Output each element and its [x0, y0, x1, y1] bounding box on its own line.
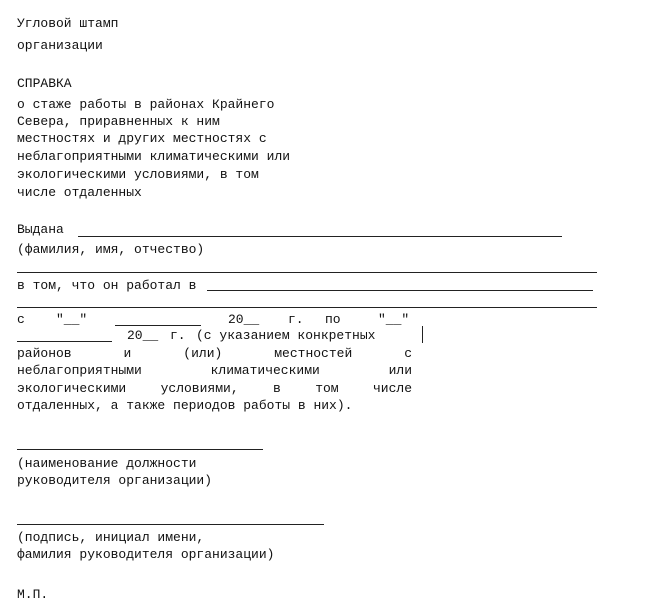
period-note-line: отдаленных, а также периодов работы в них).	[17, 398, 353, 413]
to-label: по	[325, 312, 341, 327]
month-field-2[interactable]	[17, 341, 112, 342]
worked-at-label: в том, что он работал в	[17, 278, 197, 293]
year-field-1: 20__	[228, 312, 260, 327]
signature-hint: фамилия руководителя организации)	[17, 547, 275, 562]
full-name-line[interactable]	[78, 236, 562, 237]
subtitle-line: о стаже работы в районах Крайнего	[17, 97, 275, 112]
day-field-1: "__"	[56, 312, 88, 327]
period-note-line: районов и (или) местностей с	[17, 346, 412, 361]
organization-line[interactable]	[207, 290, 593, 291]
month-field-1[interactable]	[115, 325, 201, 326]
subtitle-line: числе отдаленных	[17, 185, 142, 200]
subtitle-line: местностях и других местностях с	[17, 131, 267, 146]
subtitle-line: экологическими условиями, в том	[17, 167, 259, 182]
day-field-2: "__"	[378, 312, 410, 327]
stamp-line-1: Угловой штамп	[17, 16, 119, 31]
stamp-line-2: организации	[17, 38, 103, 53]
full-name-hint: (фамилия, имя, отчество)	[17, 242, 205, 257]
seal-label: М.П.	[17, 587, 49, 602]
year-suffix-2: г.	[170, 328, 186, 343]
document-title: СПРАВКА	[17, 76, 72, 91]
position-line[interactable]	[17, 449, 263, 450]
from-label: с	[17, 312, 25, 327]
period-note-line: экологическими условиями, в том числе	[17, 381, 412, 396]
period-note-line: (с указанием конкретных	[196, 328, 376, 343]
subtitle-line: Севера, приравненных к ним	[17, 114, 220, 129]
subtitle-line: неблагоприятными климатическими или	[17, 149, 291, 164]
position-hint: руководителя организации)	[17, 473, 213, 488]
signature-line[interactable]	[17, 524, 324, 525]
blank-line-2[interactable]	[17, 307, 597, 308]
blank-line-1[interactable]	[17, 272, 597, 273]
text-cursor	[422, 326, 423, 343]
issued-label: Выдана	[17, 222, 64, 237]
year-field-2: 20__	[127, 328, 159, 343]
position-hint: (наименование должности	[17, 456, 197, 471]
year-suffix-1: г.	[288, 312, 304, 327]
signature-hint: (подпись, инициал имени,	[17, 530, 205, 545]
period-note-line: неблагоприятными климатическими или	[17, 363, 412, 378]
